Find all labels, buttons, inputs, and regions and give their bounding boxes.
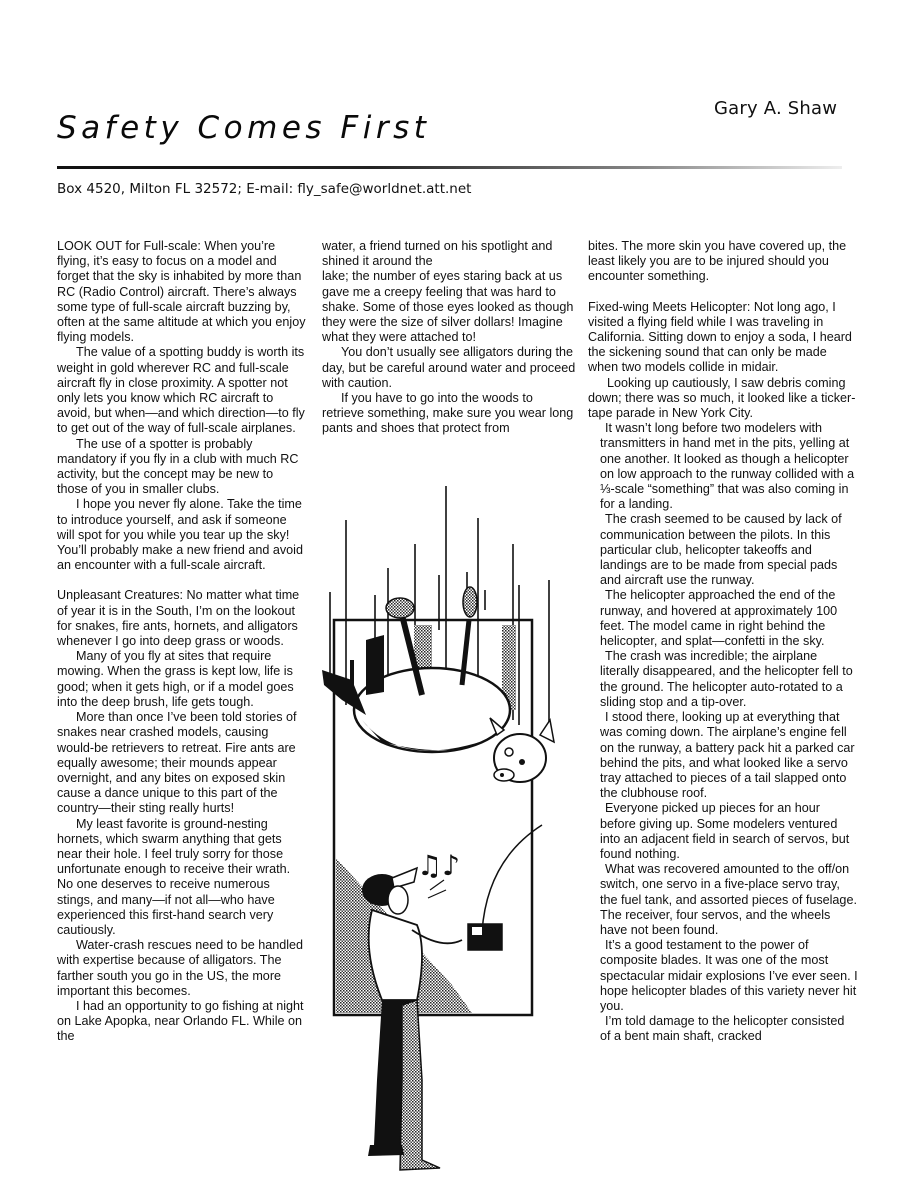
- author-name: Gary A. Shaw: [714, 98, 838, 119]
- paragraph: The crash was incredible; the airplane literally disappeared, and the helicopter fell to the ground. The helicopter auto-rotated to a sliding stop and a tip-over.: [600, 649, 853, 709]
- column-3: [588, 239, 858, 1045]
- paragraph: I’m told damage to the helicopter consisted of a bent main shaft, cracked: [600, 1014, 845, 1044]
- paragraph: I hope you never fly alone. Take the time to introduce yourself, and ask if someone will spot for you while you tear up the sky! You’ll probably make a new friend and avoid an encounter with a full-scale aircraft.: [57, 497, 303, 573]
- paragraph: The use of a spotter is probably mandatory if you fly in a club with much RC activity, but the concept may be new to those of you in smaller clubs.: [57, 436, 299, 497]
- cartoon-illustration: [322, 480, 582, 1180]
- paragraph: Many of you fly at sites that require mowing. When the grass is kept low, life is good; when it gets high, or if a model goes into the deep brush, life gets tough.: [57, 649, 294, 709]
- paragraph: bites. The more skin you have covered up, the least likely you are to be injured should you encounter something.: [588, 239, 847, 284]
- paragraph: The helicopter approached the end of the runway, and hovered at approximately 100 feet. The model came in right behind the helicopter, and splat—confetti in the sky.: [600, 588, 838, 649]
- paragraph: If you have to go into the woods to retrieve something, make sure you wear long pants and shoes that protect from: [322, 391, 574, 436]
- paragraph: lake; the number of eyes staring back at us gave me a creepy feeling that was hard to shake. Some of those eyes looked as though they were the size of silver dollars! Imagine what they were attached to!: [322, 269, 574, 345]
- paragraph: It wasn’t long before two modelers with transmitters in hand met in the pits, yelling at one another. It looked as though a helicopter on low approach to the runway collided with a ⅓-scale “something” that was also coming in for a landing.: [600, 421, 855, 512]
- paragraph: Water-crash rescues need to be handled with expertise because of alligators. The farther south you go in the US, the more important this becomes.: [57, 938, 304, 998]
- paragraph: More than once I’ve been told stories of snakes near crashed models, causing would-be retrievers to retreat. Fire ants are equally awesome; their mounds appear overnight, and any bites on exposed skin cause a dance unique to this part of the country—their sting really hurts!: [57, 710, 297, 816]
- paragraph: Everyone picked up pieces for an hour before giving up. Some modelers ventured into an adjacent field in search of servos, but found nothing.: [600, 801, 850, 861]
- article-title: Safety Comes First: [57, 110, 431, 146]
- paragraph: My least favorite is ground-nesting hornets, which swarm anything that gets near their hole. I feel truly sorry for those unfortunate enough to receive their wrath. No one deserves to receive numerous stings, and many—if not all—who have experienced this first-hand search very cautiously.: [57, 816, 291, 937]
- music-notes-icon: ♫♪: [417, 849, 460, 882]
- paragraph: What was recovered amounted to the off/on switch, one servo in a five-place servo tray, the fuel tank, and assorted pieces of fuselage. The receiver, four servos, and the wheels have not been found.: [600, 862, 857, 937]
- section-paragraph: Unpleasant Creatures: No matter what time of year it is in the South, I’m on the lookout for snakes, fire ants, hornets, and alligators whenever I go into deep grass or woods.: [57, 588, 300, 649]
- paragraph: Looking up cautiously, I saw debris coming down; there was so much, it looked like a ticker-tape parade in New York City.: [588, 375, 856, 421]
- column-2: [322, 239, 577, 437]
- paragraph: It’s a good testament to the power of composite blades. It was one of the most spectacular midair explosions I’ve ever seen. I hope helicopter blades of this variety never hit you.: [600, 938, 858, 1013]
- section-paragraph: Fixed-wing Meets Helicopter: Not long ago, I visited a flying field while I was traveling in California. Sitting down to enjoy a soda, I heard the sickening sound that can only be made when two models collide in midair.: [588, 299, 852, 375]
- column-1: [57, 239, 307, 1045]
- paragraph: The value of a spotting buddy is worth its weight in gold wherever RC and full-scale aircraft fly in close proximity. A spotter not only lets you know which RC aircraft to avoid, but when—and which direction—to fly to get out of the way of full-scale airplanes.: [57, 345, 305, 436]
- paragraph: LOOK OUT for Full-scale: When you’re flying, it’s easy to focus on a model and forget that the sky is inhabited by more than RC (Radio Control) aircraft. There’s always some type of full-scale aircraft buzzing by, often at the same altitude at which you enjoy flying models.: [57, 239, 306, 345]
- modeler-with-transmitter-icon: [362, 868, 502, 1170]
- author-address: Box 4520, Milton FL 32572; E-mail: fly_safe@worldnet.att.net: [57, 181, 472, 197]
- paragraph: You don’t usually see alligators during the day, but be careful around water and proceed with caution.: [322, 345, 576, 390]
- title-rule: [57, 166, 842, 169]
- paragraph: I stood there, looking up at everything that was coming down. The airplane’s engine fell on the runway, a battery pack hit a parked car behind the pits, and what looked like a servo tray attached to pieces of a tail slapped onto the clubhouse roof.: [600, 710, 855, 801]
- paragraph: I had an opportunity to go fishing at night on Lake Apopka, near Orlando FL. While on the: [57, 998, 304, 1044]
- paragraph: water, a friend turned on his spotlight and shined it around the: [322, 239, 553, 269]
- paragraph: The crash seemed to be caused by lack of communication between the pilots. In this particular club, helicopter takeoffs and landings are to be made from special pads and aircraft use the runway.: [600, 512, 842, 588]
